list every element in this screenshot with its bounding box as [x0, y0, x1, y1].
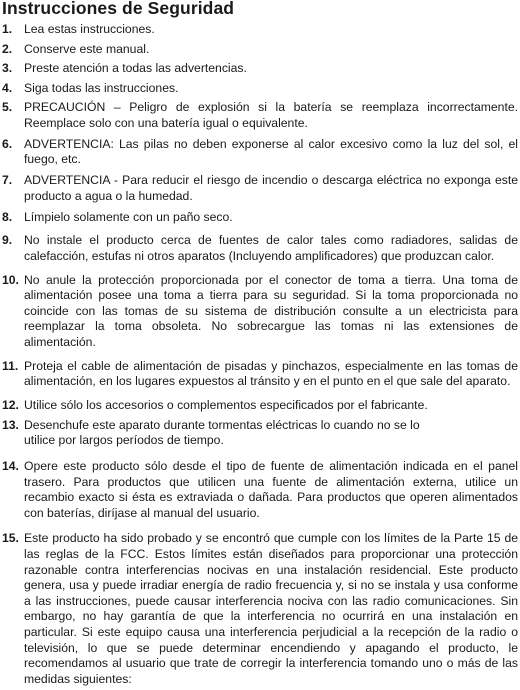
item-number: 5. [2, 100, 13, 115]
item-number: 8. [2, 209, 13, 224]
list-item-5 [2, 100, 518, 131]
item-number: 4. [2, 80, 13, 95]
item-text: Siga todas las instrucciones. [24, 80, 179, 95]
list-item-9 [2, 233, 518, 264]
list-item-10 [2, 273, 518, 351]
item-text: PRECAUCIÓN – Peligro de explosión si la batería se reemplaza incorrectamente. Reemplace solo con una batería igual o equivalente. [24, 100, 518, 130]
item-text: ADVERTENCIA - Para reducir el riesgo de incendio o descarga eléctrica no exponga este producto a agua o la humedad. [24, 173, 518, 203]
item-number: 7. [2, 173, 13, 188]
item-number: 13. [2, 417, 19, 432]
list-item-14 [2, 459, 518, 521]
item-number: 2. [2, 41, 13, 56]
list-item-6 [2, 137, 518, 168]
item-text: Opere este producto sólo desde el tipo de fuente de alimentación indicada en el panel trasero. Para productos que utilicen una fuente de alimentación externa, utilice un recambio exacto si ésta es extraviada o dañada. Para productos que operen alimentados con baterías, diríjase al manual del usuario. [24, 458, 518, 520]
item-number: 1. [2, 22, 13, 36]
item-text: Este producto ha sido probado y se encontró que cumple con los límites de la Parte 15 de las reglas de la FCC. Estos límites están diseñados para proporcionar una protección razonable contra interferencias nocivas en una instalación residencial. Este producto genera, usa y puede irradiar energía de radio frecuencia y, si no se instala y usa conforme a las instrucciones, puede causar interferencia nociva con las radio comunicaciones. Sin embargo, no hay garantía de que la interferencia no ocurrirá en una instalación en particular. Si este equipo causa una interferencia perjudicial a la recepción de la radio o televisión, lo que se puede determinar encendiendo y apagando el producto, le recomendamos al usuario que trate de corregir la interferencia tomando uno o más de las medidas siguientes: [24, 531, 518, 686]
list-item-3 [2, 61, 518, 77]
item-text: Desenchufe este aparato durante tormentas eléctricas lo cuando no se lo utilice por largos períodos de tiempo. [24, 417, 420, 448]
item-text: Utilice sólo los accesorios o complementos especificados por el fabricante. [24, 398, 428, 413]
item-text: Límpielo solamente con un paño seco. [24, 209, 233, 224]
list-item-12 [2, 398, 518, 414]
item-text: Proteja el cable de alimentación de pisadas y pinchazos, especialmente en las tomas de alimentación, en los lugares expuestos al tránsito y en el punto en el que sale del aparato. [24, 358, 518, 389]
item-text: ADVERTENCIA: Las pilas no deben exponerse al calor excesivo como la luz del sol, el fuego, etc. [24, 136, 518, 167]
item-number: 14. [2, 458, 19, 473]
item-text: Preste atención a todas las advertencias. [24, 61, 247, 76]
list-item-11 [2, 359, 518, 390]
item-text: Lea estas instrucciones. [24, 22, 155, 36]
item-number: 6. [2, 136, 13, 151]
item-text: Conserve este manual. [24, 41, 150, 56]
item-text: No instale el producto cerca de fuentes de calor tales como radiadores, salidas de calefacción, estufas ni otros aparatos (Incluyendo amplificadores) que produzcan calor. [24, 233, 518, 263]
item-number: 10. [2, 272, 19, 287]
list-item-8 [2, 210, 518, 226]
item-number: 3. [2, 61, 13, 76]
item-number: 12. [2, 398, 19, 413]
safety-instructions-list [2, 22, 518, 687]
list-item-15 [2, 531, 518, 687]
list-item-2 [2, 42, 518, 58]
item-text: No anule la protección proporcionada por el conector de toma a tierra. Una toma de alimentación posee una toma a tierra para su seguridad. Si la toma proporcionada no coincide con las tomas de su sistema de distribución consulte a un electricista para reemplazar la toma obsoleta. No sobrecargue las tomas ni las extensiones de alimentación. [24, 272, 518, 350]
list-item-4 [2, 81, 518, 97]
item-number: 15. [2, 531, 19, 546]
item-number: 9. [2, 233, 13, 248]
item-number: 11. [2, 358, 19, 373]
page-title: Instrucciones de Seguridad [2, 0, 235, 18]
list-item-13 [2, 418, 518, 449]
list-item-1 [2, 22, 518, 38]
list-item-7 [2, 173, 518, 204]
